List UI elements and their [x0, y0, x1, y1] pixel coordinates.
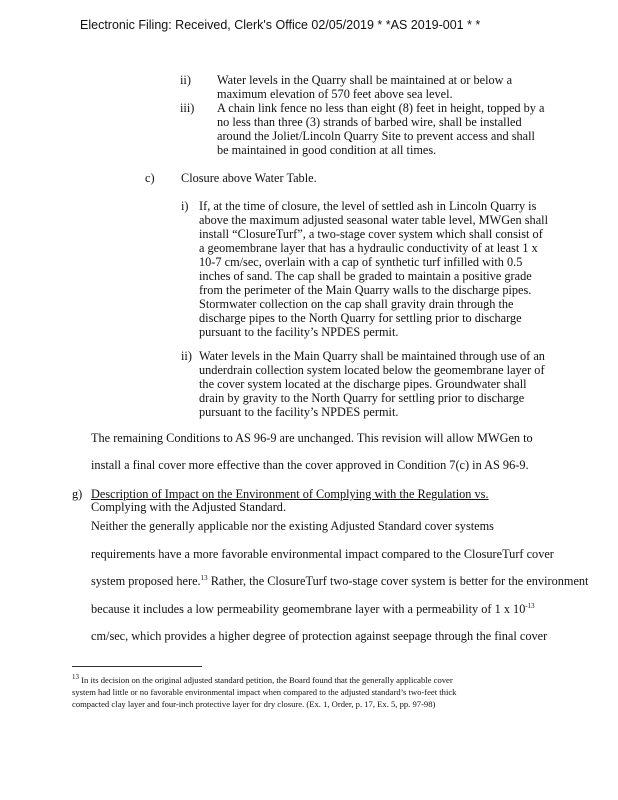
footnote-line-2: system had little or no favorable environmental impact when compared to the adjusted standard’s two-feet thick: [72, 687, 457, 697]
section-g-title-line-2: Complying with the Adjusted Standard.: [91, 500, 287, 514]
c-ii-line-2: underdrain collection system located below the geomembrane layer of: [199, 363, 545, 377]
section-c-title: Closure above Water Table.: [181, 171, 317, 185]
list-iii-line-3: around the Joliet/Lincoln Quarry Site to prevent access and shall: [217, 129, 535, 143]
list-number-iii: iii): [180, 101, 195, 115]
c-ii-line-4: drain by gravity to the North Quarry for settling prior to discharge: [199, 391, 525, 405]
body-line-3: [91, 574, 588, 589]
list-number-ii: ii): [180, 73, 191, 87]
list-ii-line-2: maximum elevation of 570 feet above sea level.: [217, 87, 453, 101]
c-ii-number: ii): [181, 349, 192, 363]
remaining-line-1: The remaining Conditions to AS 96-9 are unchanged. This revision will allow MWGen to: [91, 431, 533, 445]
footnote-ref-13[interactable]: 13: [200, 573, 208, 582]
c-ii-line-5: pursuant to the facility’s NPDES permit.: [199, 405, 399, 419]
list-iii-line-4: be maintained in good condition at all times.: [217, 143, 437, 157]
footnote-line-3: compacted clay layer and four-inch protective layer for dry closure. (Ex. 1, Order, p. 17, Ex. 5, pp. 97-98): [72, 699, 436, 709]
body-line-2: requirements have a more favorable environmental impact compared to the ClosureTurf cover: [91, 547, 554, 561]
c-ii-line-1: Water levels in the Main Quarry shall be maintained through use of an: [199, 349, 545, 363]
c-i-line-9: discharge pipes to the North Quarry for settling prior to discharge: [199, 311, 522, 325]
c-i-line-8: Stormwater collection on the cap shall gravity drain through the: [199, 297, 514, 311]
list-iii-line-2: no less than three (3) strands of barbed wire, shall be installed: [217, 115, 522, 129]
c-i-line-7: from the perimeter of the Main Quarry walls to the discharge pipes.: [199, 283, 532, 297]
body-line-3-post: Rather, the ClosureTurf two-stage cover system is better for the environment: [207, 574, 589, 588]
c-i-number: i): [181, 199, 189, 213]
c-i-line-4: a geomembrane layer that has a hydraulic conductivity of at least 1 x: [199, 241, 538, 255]
footnote-text-1: In its decision on the original adjusted standard petition, the Board found that the generally applicable cover: [79, 675, 453, 685]
body-line-1: Neither the generally applicable nor the existing Adjusted Standard cover systems: [91, 519, 494, 533]
body-line-4-text: because it includes a low permeability geomembrane layer with a permeability of 1 x 10: [91, 602, 526, 616]
filing-header: Electronic Filing: Received, Clerk's Office 02/05/2019 * *AS 2019-001 * *: [80, 18, 481, 32]
c-i-line-2: above the maximum adjusted seasonal water table level, MWGen shall: [199, 213, 548, 227]
footnote-number: 13: [72, 673, 79, 682]
body-line-4: [91, 602, 535, 617]
list-iii-line-1: A chain link fence no less than eight (8) feet in height, topped by a: [217, 101, 545, 115]
c-i-line-5: 10-7 cm/sec, overlain with a cap of synthetic turf infilled with 0.5: [199, 255, 523, 269]
c-i-line-1: If, at the time of closure, the level of settled ash in Lincoln Quarry is: [199, 199, 537, 213]
remaining-line-2: install a final cover more effective than the cover approved in Condition 7(c) in AS 96-9.: [91, 458, 529, 472]
c-i-line-3: install “ClosureTurf”, a two-stage cover system which shall consist of: [199, 227, 543, 241]
c-i-line-10: pursuant to the facility’s NPDES permit.: [199, 325, 399, 339]
section-g-title-line-1: Description of Impact on the Environment of Complying with the Regulation vs.: [91, 487, 489, 501]
section-g-number: g): [72, 487, 83, 501]
list-ii-line-1: Water levels in the Quarry shall be maintained at or below a: [217, 73, 513, 87]
section-c-number: c): [145, 171, 155, 185]
footnote-rule: [72, 666, 202, 667]
footnote-line-1: [72, 675, 453, 686]
permeability-exponent: -13: [525, 601, 535, 610]
c-i-line-6: inches of sand. The cap shall be graded to maintain a positive grade: [199, 269, 532, 283]
c-ii-line-3: the cover system located at the discharge pipes. Groundwater shall: [199, 377, 527, 391]
body-line-5: cm/sec, which provides a higher degree of protection against seepage through the final cover: [91, 629, 548, 643]
body-line-3-pre: system proposed here.: [91, 574, 201, 588]
